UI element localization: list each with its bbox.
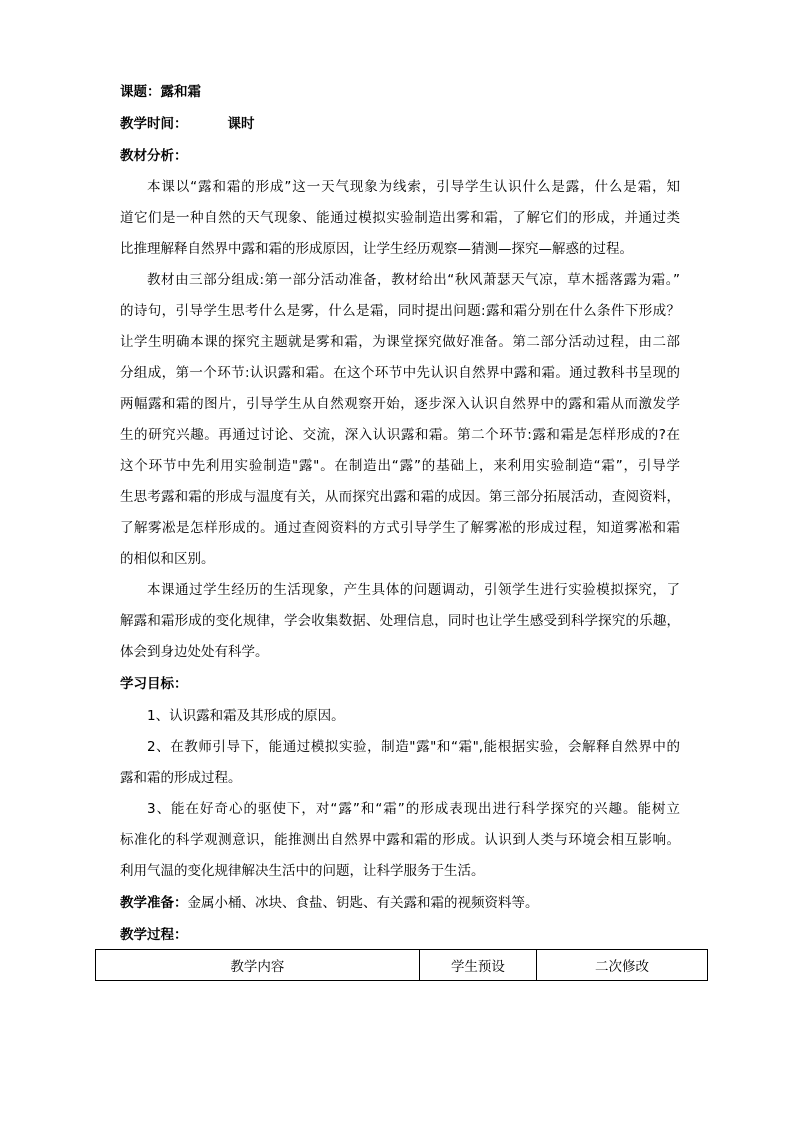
analysis-p2-line: 了解雾凇是怎样形成的。通过查阅资料的方式引导学生了解雾凇的形成过程，知道雾凇和霜 <box>120 520 680 536</box>
objective-1-line: 1、认识露和霜及其形成的原因。 <box>147 708 345 724</box>
objective-2-line: 2、在教师引导下，能通过模拟实验，制造"露"和“霜",能根据实验，会解释自然界中的 <box>147 739 680 755</box>
analysis-p2-line: 的相似和区别。 <box>120 551 215 567</box>
analysis-p2-line: 教材由三部分组成:第一部分活动准备，教材给出“秋风萧瑟天气凉，草木摇落露为霜。” <box>147 272 680 288</box>
topic-label: 课题： <box>120 84 161 100</box>
analysis-p2-line: 这个环节中先利用实验制造"露"。在制造出“露”的基础上，来利用实验制造“霜”，引导学 <box>120 458 680 474</box>
analysis-p3-line: 解露和霜形成的变化规律，学会收集数据、处理信息，同时也让学生感受到科学探究的乐趣， <box>120 613 680 629</box>
column-header-revision: 二次修改 <box>537 950 708 981</box>
time-label: 教学时间： <box>120 116 188 132</box>
topic-line <box>120 82 201 102</box>
analysis-label: 教材分析： <box>120 148 188 164</box>
analysis-p2-line: 生思考露和霜的形成与温度有关，从而探究出露和霜的成因。第三部分拓展活动，查阅资料， <box>120 489 680 505</box>
time-value: 课时 <box>227 116 255 132</box>
process-label: 教学过程： <box>120 927 188 943</box>
analysis-p3-line: 体会到身边处处有科学。 <box>120 644 269 660</box>
analysis-p1-line: 道它们是一种自然的天气现象、能通过模拟实验制造出雾和霜，了解它们的形成，并通过类 <box>120 210 680 226</box>
preparation-value: 金属小桶、冰块、食盐、钥匙、有关露和霜的视频资料等。 <box>187 895 539 911</box>
process-table <box>95 949 708 981</box>
column-header-content: 教学内容 <box>96 950 420 981</box>
time-line <box>120 114 255 134</box>
column-header-student: 学生预设 <box>419 950 536 981</box>
preparation-line <box>120 893 539 913</box>
analysis-p1-line: 比推理解释自然界中露和霜的形成原因，让学生经历观察—猜测—探究—解惑的过程。 <box>120 241 633 257</box>
analysis-p2-line: 两幅露和霜的图片，引导学生从自然观察开始，逐步深入认识自然界中的露和霜从而激发学 <box>120 396 680 412</box>
analysis-p1-line: 本课以“露和霜的形成”这一天气现象为线索，引导学生认识什么是露，什么是霜，知 <box>147 179 680 195</box>
objective-3-line: 3、能在好奇心的驱使下，对“露”和“霜”的形成表现出进行科学探究的兴趣。能树立 <box>147 801 680 817</box>
objective-3-line: 标准化的科学观测意识，能推测出自然界中露和霜的形成。认识到人类与环境会相互影响。 <box>120 832 680 848</box>
preparation-label: 教学准备： <box>120 895 188 911</box>
objective-3-line: 利用气温的变化规律解决生活中的问题，让科学服务于生活。 <box>120 863 485 879</box>
table-header-row <box>96 950 708 981</box>
analysis-p2-line: 让学生明确本课的探究主题就是雾和霜，为课堂探究做好准备。第二部分活动过程，由二部 <box>120 334 680 350</box>
analysis-p3-line: 本课通过学生经历的生活现象，产生具体的问题调动，引领学生进行实验模拟探究，了 <box>147 582 680 598</box>
topic-value: 露和霜 <box>160 84 201 100</box>
objectives-label: 学习目标： <box>120 676 188 692</box>
analysis-p2-line: 分组成，第一个环节:认识露和霜。在这个环节中先认识自然界中露和霜。通过教科书呈现的 <box>120 365 680 381</box>
analysis-p2-line: 的诗句，引导学生思考什么是雾，什么是霜，同时提出问题:露和霜分别在什么条件下形成？ <box>120 303 680 319</box>
analysis-p2-line: 生的研究兴趣。再通过讨论、交流，深入认识露和霜。第二个环节:露和霜是怎样形成的?在 <box>120 427 680 443</box>
objective-2-line: 露和霜的形成过程。 <box>120 770 242 786</box>
